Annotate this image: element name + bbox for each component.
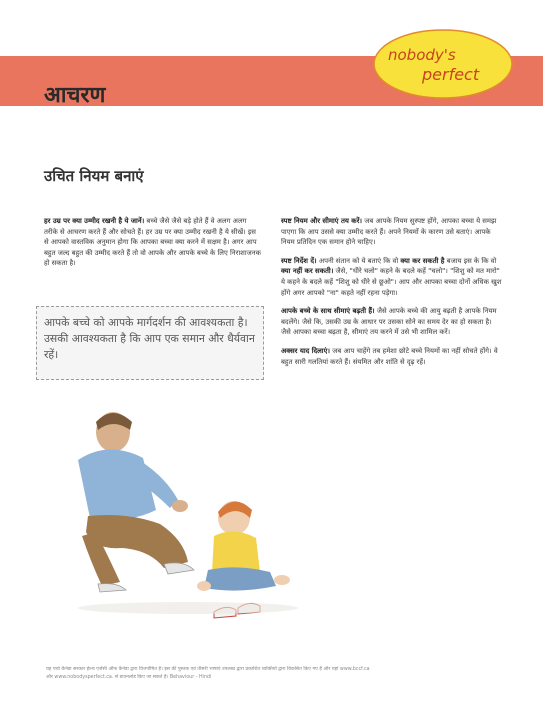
right-column bbox=[281, 216, 503, 375]
logo-text-2: perfect bbox=[422, 65, 480, 84]
nobodys-perfect-logo bbox=[372, 28, 514, 100]
paragraph-expectations bbox=[44, 216, 262, 269]
child-figure bbox=[197, 501, 290, 591]
footer-line-2: और www.nobodysperfect.ca. से डाउनलोड किए जा सकते हैं। Behaviour - Hindi bbox=[46, 675, 212, 680]
logo-text-1: nobody's bbox=[388, 46, 456, 64]
left-column bbox=[44, 216, 262, 277]
paragraph-lead: अक्सर याद दिलाएं। bbox=[281, 346, 331, 355]
paragraph-instructions bbox=[281, 256, 503, 298]
page-title: आचरण bbox=[44, 83, 106, 108]
parent-child-illustration bbox=[38, 400, 306, 632]
footer-line-1: यह पर्चा कैनेडा सरकार हेल्थ एजेंसी ऑफ कैनेडा द्वारा वित्तपोषित है। इस की पुस्तक एवं तीसरी भाषाएं उपलब्ध द्वारा प्रकाशित व्यक्तियों द्वारा विकसित किए गए हैं और यहां www.bccf.ca bbox=[46, 667, 370, 672]
paragraph-text: जब आपके नियम सुस्पष्ट होंगे, आपका बच्चा ये समझ पाएगा कि आप उससे क्या उम्मीद करते हैं। अपने नियमों के कारण उसे बताएं। आपके नियम प्रतिदिन एक समान होने चाहिए। bbox=[281, 217, 497, 247]
paragraph-lead: स्पष्ट निर्देश दें। bbox=[281, 256, 317, 265]
paragraph-lead: स्पष्ट नियम और सीमाएं तय करें। bbox=[281, 217, 363, 225]
paragraph-text: जैसे आपके बच्चे की आयु बढ़ती है आपके नियम बदलेंगे। जैसे कि, उसकी उम्र के आधार पर उसका सोने का समय देर का हो सकता है। जैसे आपका बच्चा बढ़ता है, सीमाएं तय करने में उसे भी शामिल करें। bbox=[281, 307, 497, 337]
paragraph-lead: हर उम्र पर क्या उम्मीद रखनी है ये जानें। bbox=[44, 217, 145, 225]
paragraph-emphasis: क्या नहीं कर सकती। bbox=[281, 267, 334, 276]
paragraph-limits-grow bbox=[281, 306, 503, 338]
paragraph-reminders bbox=[281, 346, 503, 367]
adult-figure bbox=[78, 412, 194, 592]
paragraph-lead: आपके बच्चे के साथ सीमाएं बढ़ती हैं। bbox=[281, 307, 375, 316]
paragraph-emphasis: क्या कर सकती है bbox=[400, 256, 445, 265]
page-subtitle: उचित नियम बनाएं bbox=[44, 167, 144, 185]
paragraph-rules bbox=[281, 216, 503, 248]
paragraph-text: जैसे, "धीरे चलो" कहने के बदले कहें "चलो"। "शिशु को मत मारो" ये कहने के बदले कहें "शिशु को धीरे से छूओ"। आप और आपका बच्चा दोनों अधिक खुश होंगे अगर आपको "ना" कहते नहीं रहना पड़ेगा। bbox=[281, 267, 502, 297]
paragraph-text: अपनी संतान को ये बताएं कि वो bbox=[316, 256, 401, 265]
paragraph-text: जब आप चाहेंगे तब हमेशा छोटे बच्चे नियमों का नहीं सोचते होंगे। वे बहुत सारी गलतियां करते हैं। संयमित और शांति से दृढ़ रहें। bbox=[281, 346, 498, 366]
paragraph-text: बजाय इस के कि वो bbox=[444, 256, 497, 265]
paragraph-text: बच्चे जैसे जैसे बड़े होते हैं वे अलग अलग तरीके से आचरण करते हैं और सोचते हैं। हर उम्र पर क्या उम्मीद रखनी है ये सीखें। इस से आपको वास्तविक अनुमान होगा कि आपका बच्चा क्या करने में सक्षम है। अगर आप बहुत जल्द बहुत की उम्मीद करते हैं तो वो आपके और आपके बच्चे के लिए निराशाजनक हो सकता है। bbox=[44, 217, 261, 268]
pull-quote: आपके बच्चे को आपके मार्गदर्शन की आवश्यकता है। उसकी आवश्यकता है कि आप एक समान और धैर्यवान रहें। bbox=[36, 306, 264, 380]
footer bbox=[46, 666, 516, 682]
